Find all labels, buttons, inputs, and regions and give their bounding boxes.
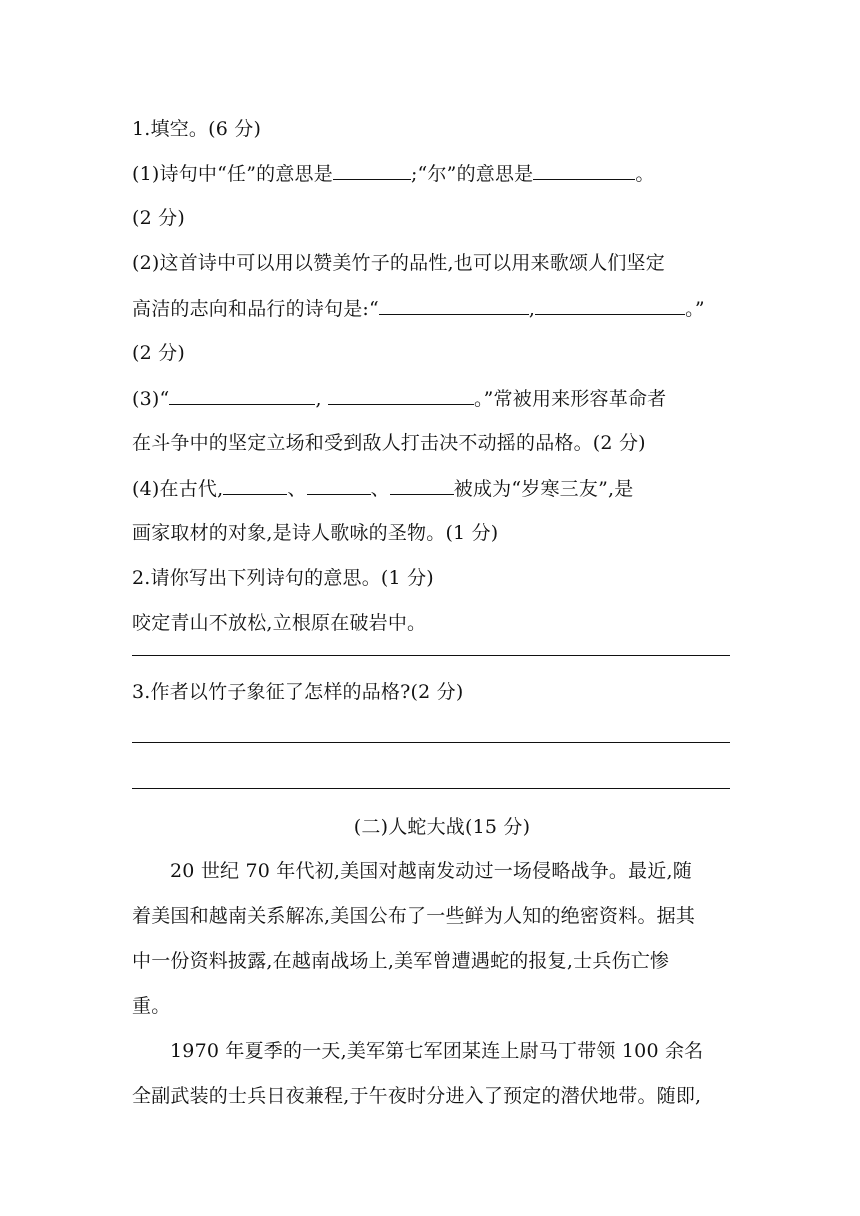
paragraph-2-line-2: 全副武装的士兵日夜兼程,于午夜时分进入了预定的潜伏地带。随即, (132, 1085, 702, 1107)
question-1-2-text-c: 。” (685, 298, 705, 320)
question-1-3-line-2: 在斗争中的坚定立场和受到敌人打击决不动摇的品格。(2 分) (132, 432, 646, 454)
answer-blank-ren-meaning[interactable] (333, 161, 411, 180)
question-1-3-text-b: , (315, 388, 322, 410)
question-1-2-text-b: , (528, 298, 536, 320)
answer-blank-poem-line-b[interactable] (535, 296, 685, 315)
answer-blank-friend-1[interactable] (223, 476, 287, 495)
question-1-2-line-1: (2)这首诗中可以用以赞美竹子的品性,也可以用来歌颂人们坚定 (132, 252, 665, 274)
question-1-4-line-2: 画家取材的对象,是诗人歌咏的圣物。(1 分) (132, 522, 499, 544)
question-1-4-text-a: (4)在古代, (132, 478, 224, 500)
question-1-3-text-c: 。”常被用来形容革命者 (473, 388, 667, 410)
question-1-1 (132, 161, 655, 186)
answer-blank-friend-3[interactable] (390, 476, 454, 495)
paragraph-1-line-2: 着美国和越南关系解冻,美国公布了一些鲜为人知的绝密资料。据其 (132, 905, 696, 927)
question-3-title: 3.作者以竹子象征了怎样的品格?(2 分) (132, 681, 464, 703)
question-1-2-score: (2 分) (132, 342, 185, 364)
question-1-2-line-2 (132, 296, 705, 321)
answer-line-question-2[interactable] (132, 655, 730, 656)
answer-blank-er-meaning[interactable] (533, 161, 635, 180)
question-1-1-text-b: ;“尔”的意思是 (410, 163, 534, 185)
answer-line-question-3-2[interactable] (132, 788, 730, 789)
question-1-4-sep-2: 、 (370, 478, 390, 500)
paragraph-2-line-1: 1970 年夏季的一天,美军第七军团某连上尉马丁带领 100 余名 (170, 1040, 704, 1062)
answer-blank-friend-2[interactable] (307, 476, 371, 495)
question-1-1-text-a: (1)诗句中“任”的意思是 (132, 163, 333, 185)
answer-blank-revolution-line-b[interactable] (328, 386, 474, 405)
answer-blank-poem-line-a[interactable] (379, 296, 529, 315)
question-1-2-text-a: 高洁的志向和品行的诗句是:“ (132, 298, 379, 320)
section-2-title: (二)人蛇大战(15 分) (353, 816, 531, 838)
question-1-title: 1.填空。(6 分) (132, 118, 262, 140)
paragraph-1-line-3: 中一份资料披露,在越南战场上,美军曾遭遇蛇的报复,士兵伤亡惨 (132, 950, 670, 972)
question-1-4-sep-1: 、 (287, 478, 307, 500)
question-1-4-text-b: 被成为“岁寒三友”,是 (453, 478, 634, 500)
paragraph-1-line-1: 20 世纪 70 年代初,美国对越南发动过一场侵略战争。最近,随 (170, 860, 692, 882)
question-1-1-text-c: 。 (635, 163, 655, 185)
question-2-title: 2.请你写出下列诗句的意思。(1 分) (132, 567, 434, 589)
question-1-1-score: (2 分) (132, 207, 185, 229)
answer-line-question-3-1[interactable] (132, 742, 730, 743)
question-1-3-line-1 (132, 386, 666, 411)
question-1-4-line-1 (132, 476, 633, 501)
paragraph-1-line-4: 重。 (132, 995, 171, 1017)
answer-blank-revolution-line-a[interactable] (169, 386, 315, 405)
question-2-poem: 咬定青山不放松,立根原在破岩中。 (132, 612, 427, 634)
question-1-3-text-a: (3)“ (132, 388, 170, 410)
